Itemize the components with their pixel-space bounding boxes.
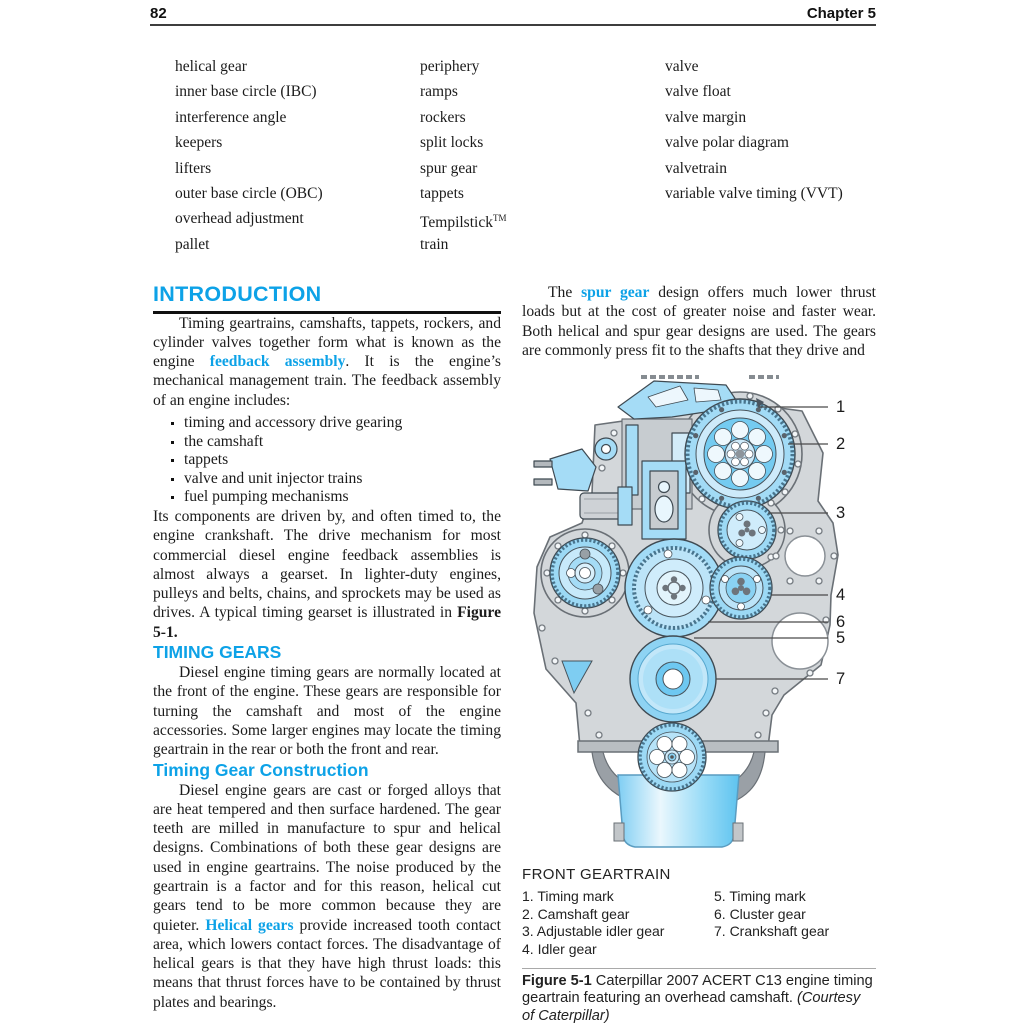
- legend-item: 6. Cluster gear: [714, 905, 806, 922]
- vocab-column-3: [665, 54, 843, 206]
- legend-column-1: [522, 888, 714, 958]
- timing-gears-paragraph: Diesel engine timing gears are normally located at the front of the engine. These gears are responsible for turning the camshaft and most of the engine accessories. Some larger engines may locate the timing geartrain in the rear or both the front and rear.: [153, 664, 501, 759]
- accessory-gear: [550, 538, 620, 608]
- housing-opening: [785, 536, 825, 576]
- callout-4: 4: [836, 586, 846, 605]
- lower-gear: [638, 723, 706, 791]
- list-item: ▪ tappets: [184, 451, 501, 470]
- vocab-term: tappets: [420, 184, 464, 202]
- vocab-term: valvetrain: [665, 159, 727, 177]
- vocab-term: spur gear: [420, 159, 478, 177]
- legend-item: 5. Timing mark: [714, 888, 806, 905]
- legend-item: 1. Timing mark: [522, 888, 614, 905]
- feedback-assembly-term: feedback assembly: [209, 353, 346, 371]
- adjustable-idler-gear: [718, 501, 776, 559]
- vocab-column-1: [175, 54, 323, 257]
- figure-legend: [522, 866, 876, 958]
- vocab-term: outer base circle (OBC): [175, 184, 323, 202]
- idler-gear: [710, 557, 772, 619]
- spur-gear-term: spur gear: [581, 284, 650, 301]
- legend-item: 2. Camshaft gear: [522, 905, 630, 922]
- page-header: [150, 5, 876, 22]
- vocab-term: periphery: [420, 58, 480, 75]
- page-number: 82: [150, 5, 167, 22]
- vocab-term: helical gear: [175, 58, 247, 75]
- vocab-term: valve margin: [665, 108, 747, 126]
- list-item: ▪ fuel pumping mechanisms: [184, 488, 501, 507]
- caption-rule: [522, 968, 876, 969]
- list-item: ▪ timing and accessory drive gearing: [184, 414, 501, 433]
- camshaft-gear: [685, 399, 795, 509]
- callout-1: 1: [836, 398, 846, 417]
- pan-clip: [614, 823, 624, 841]
- vocab-term: valve float: [665, 83, 731, 101]
- vocab-term: variable valve timing (VVT): [665, 184, 843, 202]
- figure-caption: Figure 5-1 Caterpillar 2007 ACERT C13 engine timing geartrain featuring an overhead camshaft. (Courtesy of Caterpillar): [522, 972, 873, 1024]
- figure-caption-number: Figure 5-1: [522, 972, 592, 989]
- trademark-superscript: TM: [492, 213, 507, 224]
- callout-7: 7: [836, 670, 846, 689]
- introduction-heading: INTRODUCTION: [153, 282, 322, 306]
- vocab-term: valve: [665, 58, 699, 75]
- timing-gear-construction-heading: Timing Gear Construction: [153, 759, 369, 780]
- timing-gear-construction-paragraph: Diesel engine gears are cast or forged alloys that are heat tempered and then surface hardened. The gear teeth are milled in manufacture to spur and helical designs. Combinations of both these gear designs are used in engine geartrains. The noise produced by the geartrain is a factor and for this reason, helical cut gears tend to be more common because they are quieter. Helical gears provide increased tooth contact area, which lowers contact forces. The disadvantage of helical gears is that they have high thrust loads: this means that thrust forces have to be contained by thrust plates and bearings.: [153, 781, 502, 1011]
- chapter-label: Chapter 5: [806, 5, 876, 22]
- feedback-assembly-list: [153, 414, 501, 507]
- vocab-term-tempilstick: Tempilstick™: [420, 213, 507, 232]
- engine-geartrain-illustration: [522, 373, 875, 855]
- legend-column-2: [714, 888, 829, 958]
- vocab-term: overhead adjustment: [175, 210, 304, 228]
- spur-gear-paragraph: The spur gear design offers much lower thrust loads but at the cost of greater noise and faster wear. Both helical and spur gear designs are used. The gears are commonly press fit to the shafts that they drive and: [522, 284, 876, 359]
- callout-3: 3: [836, 504, 846, 523]
- callout-2: 2: [836, 435, 846, 454]
- helical-gears-term: Helical gears: [205, 916, 294, 934]
- callout-5: 5: [836, 629, 846, 648]
- vocab-term: train: [420, 235, 449, 253]
- vocab-term: keepers: [175, 134, 223, 152]
- timing-gears-heading: TIMING GEARS: [153, 642, 282, 663]
- vocab-column-2: [420, 54, 506, 257]
- vocab-term: lifters: [175, 159, 212, 177]
- vocab-term: inner base circle (IBC): [175, 83, 317, 101]
- vocab-term: split locks: [420, 134, 484, 152]
- vocab-term: interference angle: [175, 108, 287, 126]
- legend-item: 3. Adjustable idler gear: [522, 923, 665, 940]
- vocab-term: valve polar diagram: [665, 134, 789, 152]
- right-text-column: [522, 283, 876, 1024]
- pan-clip: [733, 823, 743, 841]
- list-item: ▪ valve and unit injector trains: [184, 470, 501, 489]
- legend-title: FRONT GEARTRAIN: [522, 866, 671, 884]
- vocab-term: ramps: [420, 83, 458, 101]
- callout-numbers: [836, 398, 845, 688]
- figure-5-1-diagram: [522, 373, 875, 855]
- list-item: ▪ the camshaft: [184, 433, 501, 452]
- legend-item: 4. Idler gear: [522, 940, 597, 957]
- introduction-paragraph-2: Its components are driven by, and often timed to, the engine crankshaft. The drive mechanism for most commercial diesel engine feedback assemblies is almost always a gearset. In lighter-duty engines, pulleys and belts, chains, and sprockets may be used as drives. A typical timing gearset is illustrated in Figure 5-1.: [153, 507, 501, 641]
- vocab-term: pallet: [175, 235, 210, 253]
- figure-caption-courtesy: (Courtesy of Caterpillar): [522, 990, 861, 1024]
- legend-item: 7. Crankshaft gear: [714, 923, 830, 940]
- vocab-term: rockers: [420, 108, 466, 126]
- callout-6: 6: [836, 613, 846, 632]
- figure-reference: Figure 5-1.: [153, 604, 501, 641]
- header-rule: [150, 24, 876, 26]
- left-text-column: [153, 282, 501, 1012]
- introduction-paragraph-1: Timing geartrains, camshafts, tappets, rockers, and cylinder valves together form what is known as the engine feedback assembly. It is the engine’s mechanical management train. The feedback assembly of an engine includes:: [153, 314, 502, 409]
- crankshaft-gear: [630, 636, 716, 722]
